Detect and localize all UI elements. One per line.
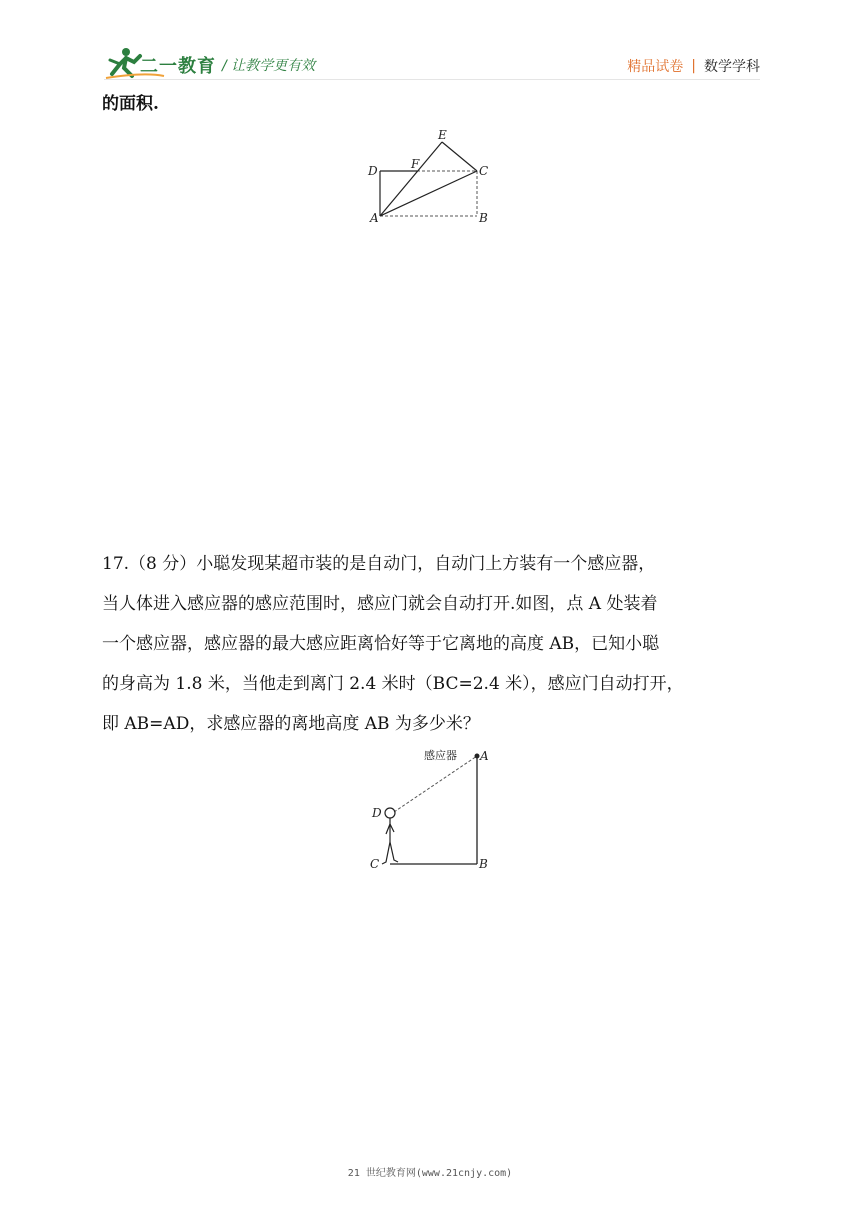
brand-slogan: / 让教学更有效 xyxy=(222,58,316,74)
label-D: D xyxy=(368,164,378,178)
q17-line-3: 一个感应器，感应器的最大感应距离恰好等于它离地的高度 AB，已知小聪 xyxy=(102,634,660,654)
header-subject: 数学学科 xyxy=(704,59,760,75)
header-category: 精品试卷 xyxy=(627,59,684,75)
label-F: F xyxy=(411,157,420,171)
rectangle-fold-figure xyxy=(360,124,500,228)
page-footer: 21 世纪教育网(www.21cnjy.com) xyxy=(347,1168,513,1179)
sensor-door-figure xyxy=(360,744,500,874)
q17-line-2: 当人体进入感应器的感应范围时，感应门就会自动打开.如图，点 A 处装着 xyxy=(102,594,658,614)
label-A2: A xyxy=(480,749,489,763)
label-B2: B xyxy=(479,857,488,871)
page-header xyxy=(0,0,860,82)
label-E: E xyxy=(438,128,447,142)
brand-name: 二一教育 xyxy=(140,56,216,77)
label-C: C xyxy=(479,164,489,178)
sensor-label: 感应器 xyxy=(424,749,457,762)
header-divider xyxy=(104,79,760,80)
header-separator: | xyxy=(691,58,696,74)
prev-tail-text: 的面积. xyxy=(102,94,159,114)
label-B: B xyxy=(479,211,488,225)
q17-line-4: 的身高为 1.8 米，当他走到离门 2.4 米时（BC=2.4 米），感应门自动打开， xyxy=(102,674,684,694)
question-17 xyxy=(102,544,762,744)
label-A: A xyxy=(370,211,379,225)
header-right xyxy=(627,56,760,76)
label-C2: C xyxy=(370,857,380,871)
label-D2: D xyxy=(372,806,382,820)
q17-line-5: 即 AB=AD，求感应器的离地高度 AB 为多少米？ xyxy=(102,714,480,734)
q17-line-1: 17.（8 分）小聪发现某超市装的是自动门，自动门上方装有一个感应器， xyxy=(102,554,656,574)
previous-question-tail xyxy=(102,84,762,124)
